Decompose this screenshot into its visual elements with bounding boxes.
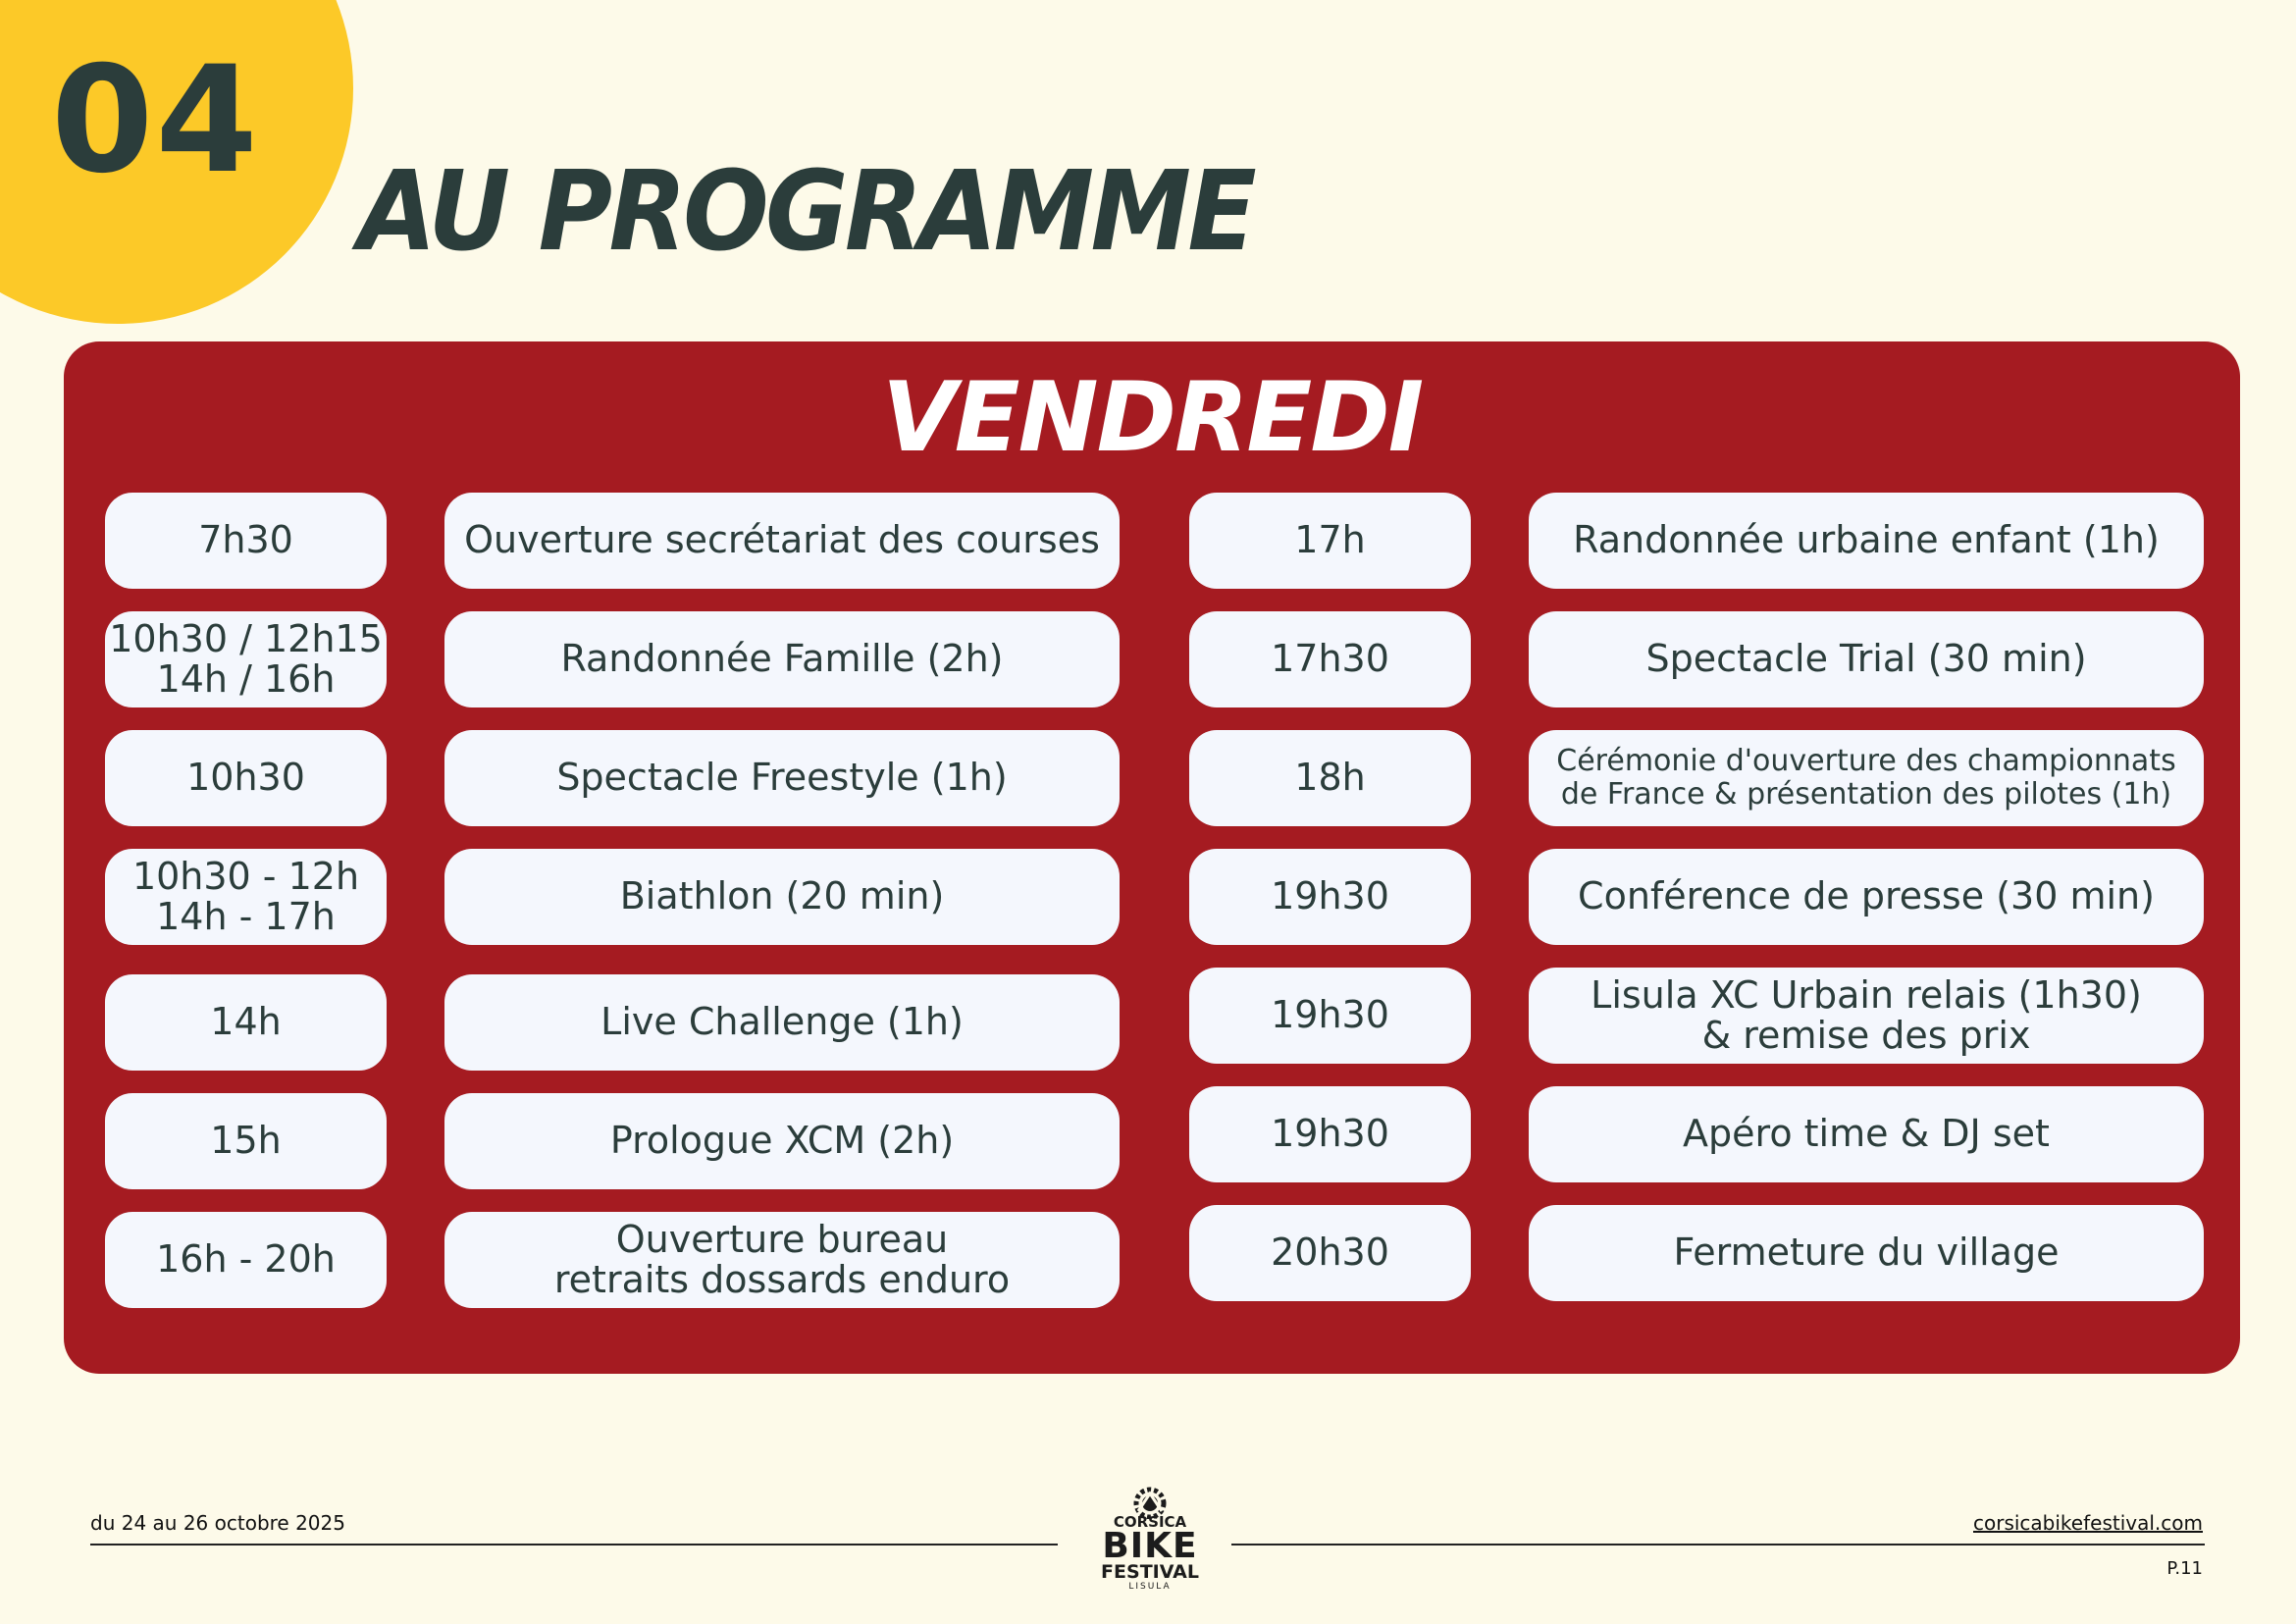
time-cell: 14h bbox=[105, 974, 387, 1071]
logo-text-bottom: LISULA bbox=[1128, 1582, 1172, 1593]
activity-cell: Conférence de presse (30 min) bbox=[1529, 849, 2204, 945]
activity-cell: Randonnée Famille (2h) bbox=[444, 611, 1120, 707]
time-cell: 19h30 bbox=[1189, 968, 1471, 1064]
time-cell: 10h30 / 12h15 14h / 16h bbox=[105, 611, 387, 707]
website-link[interactable]: corsicabikefestival.com bbox=[1973, 1511, 2203, 1535]
activity-cell: Fermeture du village bbox=[1529, 1205, 2204, 1301]
activity-cell: Spectacle Freestyle (1h) bbox=[444, 730, 1120, 826]
time-cell: 17h30 bbox=[1189, 611, 1471, 707]
logo-text-main: BIKE bbox=[1102, 1526, 1198, 1566]
activity-cell: Randonnée urbaine enfant (1h) bbox=[1529, 493, 2204, 589]
time-cell: 19h30 bbox=[1189, 849, 1471, 945]
time-cell: 15h bbox=[105, 1093, 387, 1189]
activity-cell: Lisula XC Urbain relais (1h30) & remise des prix bbox=[1529, 968, 2204, 1064]
event-dates: du 24 au 26 octobre 2025 bbox=[90, 1511, 345, 1535]
activity-cell: Ouverture bureau retraits dossards enduro bbox=[444, 1212, 1120, 1308]
time-cell: 18h bbox=[1189, 730, 1471, 826]
page-title: AU PROGRAMME bbox=[358, 148, 1254, 276]
activity-cell: Cérémonie d'ouverture des championnats de France & présentation des pilotes (1h) bbox=[1529, 730, 2204, 826]
time-cell: 17h bbox=[1189, 493, 1471, 589]
section-number: 04 bbox=[51, 35, 260, 206]
time-cell: 19h30 bbox=[1189, 1086, 1471, 1182]
activity-cell: Prologue XCM (2h) bbox=[444, 1093, 1120, 1189]
activity-cell: Apéro time & DJ set bbox=[1529, 1086, 2204, 1182]
page-number: P.11 bbox=[2166, 1558, 2203, 1579]
footer-divider-right bbox=[1231, 1544, 2205, 1545]
activity-cell: Live Challenge (1h) bbox=[444, 974, 1120, 1071]
time-cell: 10h30 - 12h 14h - 17h bbox=[105, 849, 387, 945]
footer-divider-left bbox=[90, 1544, 1058, 1545]
festival-logo bbox=[1091, 1482, 1209, 1607]
logo-text-sub: FESTIVAL bbox=[1101, 1561, 1199, 1584]
time-cell: 7h30 bbox=[105, 493, 387, 589]
time-cell: 20h30 bbox=[1189, 1205, 1471, 1301]
time-cell: 16h - 20h bbox=[105, 1212, 387, 1308]
logo-text-top: CORSICA bbox=[1113, 1513, 1187, 1531]
activity-cell: Biathlon (20 min) bbox=[444, 849, 1120, 945]
day-title: VENDREDI bbox=[881, 362, 1423, 474]
activity-cell: Spectacle Trial (30 min) bbox=[1529, 611, 2204, 707]
activity-cell: Ouverture secrétariat des courses bbox=[444, 493, 1120, 589]
time-cell: 10h30 bbox=[105, 730, 387, 826]
schedule-panel bbox=[64, 341, 2240, 1374]
